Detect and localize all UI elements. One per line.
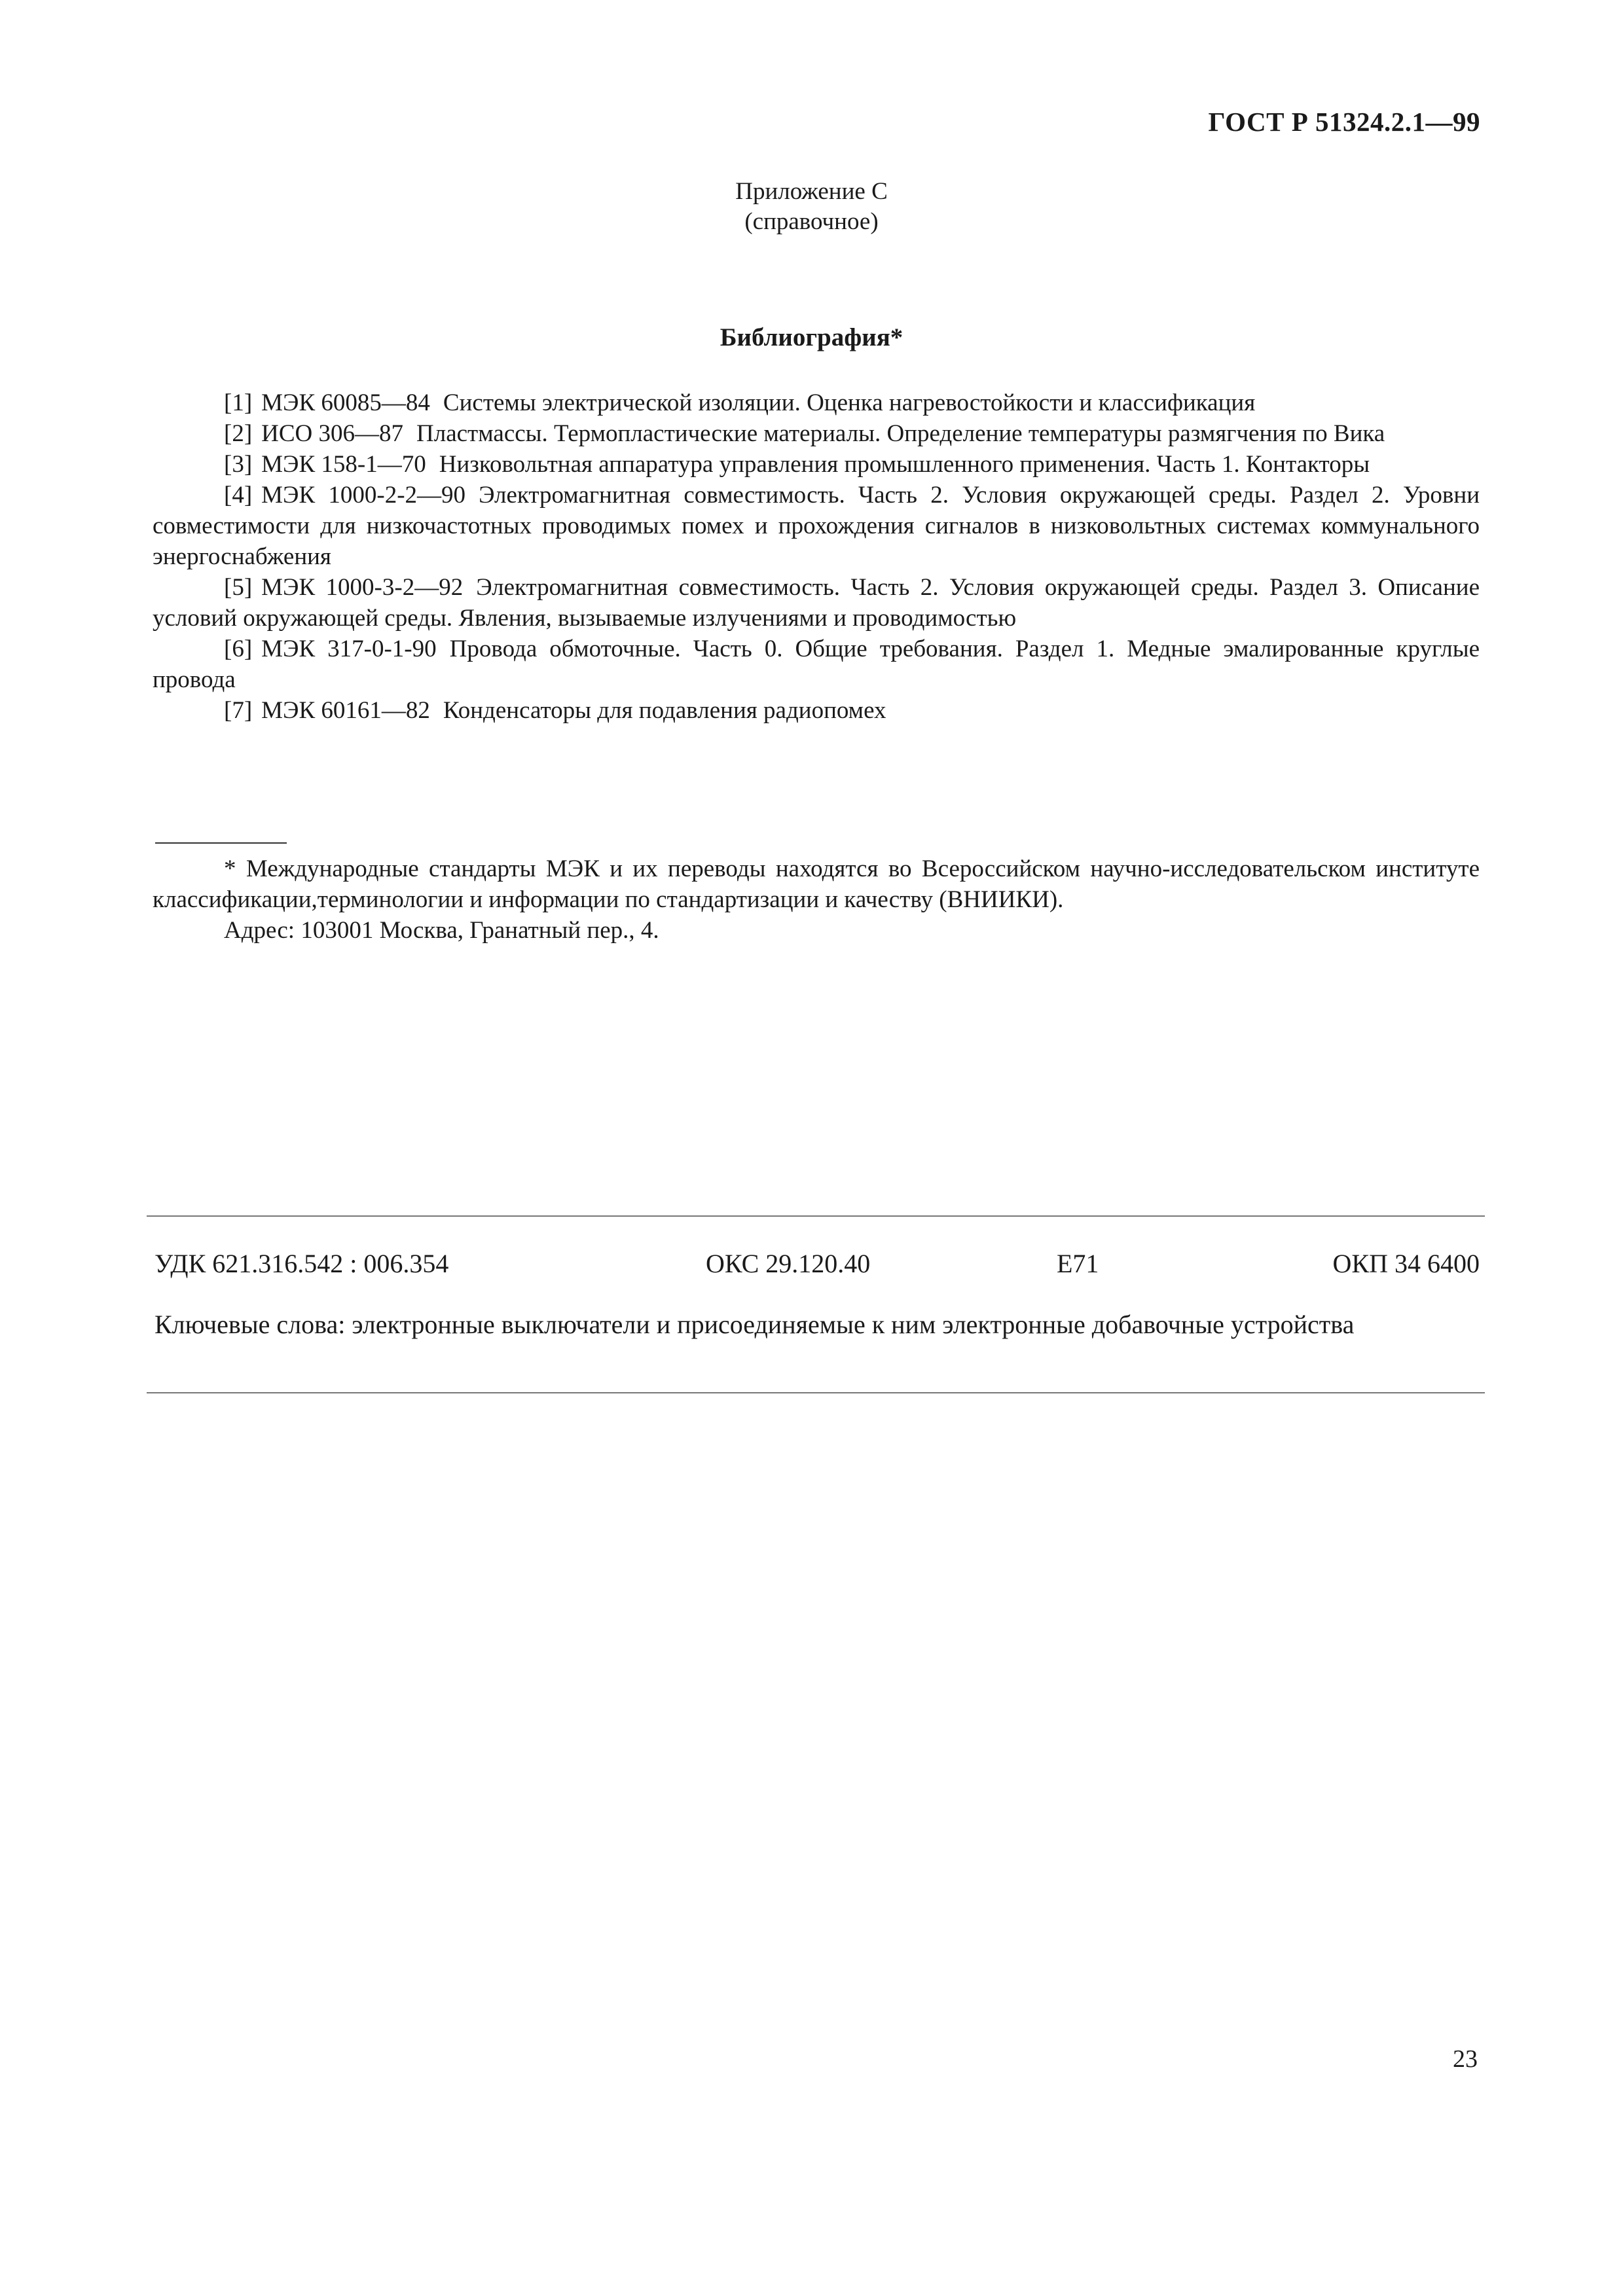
ref-number: [7]	[224, 697, 253, 724]
ref-code: МЭК 1000-2-2—90	[261, 482, 466, 509]
classification-top-rule	[147, 1215, 1485, 1217]
footnote-address: Адрес: 103001 Москва, Гранатный пер., 4.	[224, 917, 659, 944]
bibliography-list	[153, 387, 1480, 726]
ref-number: [5]	[224, 574, 253, 601]
ref-code: МЭК 60085—84	[261, 389, 430, 416]
ref-code: МЭК 1000-3-2—92	[261, 574, 464, 601]
standard-code: ГОСТ Р 51324.2.1—99	[1208, 107, 1480, 137]
ref-text: Пластмассы. Термопластические материалы. Определение температуры размягчения по Вика	[416, 420, 1385, 447]
ref-text: Провода обмоточные. Часть 0. Общие требования. Раздел 1. Медные эмалированные круглые провода	[153, 636, 1480, 693]
appendix-title: Приложение С	[735, 178, 888, 205]
ref-code: ИСО 306—87	[261, 420, 404, 447]
footnote	[153, 853, 1480, 946]
bibliography-item	[153, 572, 1480, 634]
bibliography-item	[153, 418, 1480, 449]
ref-number: [6]	[224, 636, 253, 662]
bibliography-item	[153, 695, 1480, 726]
footnote-text: * Международные стандарты МЭК и их переводы находятся во Всероссийском научно-исследовательском институте классификации,терминологии и информации по стандартизации и качеству (ВНИИКИ).	[153, 855, 1480, 913]
keywords: Ключевые слова: электронные выключатели и присоединяемые к ним электронные добавочные устройства	[155, 1310, 1355, 1339]
oks-code: ОКС 29.120.40	[706, 1249, 871, 1278]
ref-code: МЭК 60161—82	[261, 697, 430, 724]
ref-text: Низковольтная аппаратура управления промышленного применения. Часть 1. Контакторы	[439, 451, 1370, 478]
bibliography-item	[153, 634, 1480, 695]
bibliography-item	[153, 449, 1480, 480]
ref-text: Электромагнитная совместимость. Часть 2. Условия окружающей среды. Раздел 2. Уровни совместимости для низкочастотных проводимых помех и прохождения сигналов в низковольтных системах коммунального энергоснабжения	[153, 482, 1480, 570]
ref-number: [4]	[224, 482, 253, 509]
ref-code: МЭК 158-1—70	[261, 451, 426, 478]
footnote-separator	[155, 842, 287, 844]
udk-code: УДК 621.316.542 : 006.354	[155, 1249, 449, 1278]
classification-bottom-rule	[147, 1392, 1485, 1393]
bibliography-title: Библиография*	[720, 323, 903, 351]
ref-number: [2]	[224, 420, 253, 447]
appendix-type: (справочное)	[744, 208, 879, 235]
classification-row	[155, 1248, 1480, 1281]
ref-text: Системы электрической изоляции. Оценка нагревостойкости и классификация	[443, 389, 1256, 416]
appendix-heading	[0, 177, 1623, 237]
ref-number: [1]	[224, 389, 253, 416]
okp-code: ОКП 34 6400	[1332, 1249, 1480, 1278]
bibliography-item	[153, 480, 1480, 572]
ref-text: Конденсаторы для подавления радиопомех	[443, 697, 886, 724]
group-code: Е71	[1057, 1249, 1099, 1278]
ref-number: [3]	[224, 451, 253, 478]
page-number: 23	[1453, 2045, 1478, 2073]
bibliography-item	[153, 387, 1480, 418]
ref-code: МЭК 317-0-1-90	[261, 636, 437, 662]
ref-text: Электромагнитная совместимость. Часть 2. Условия окружающей среды. Раздел 3. Описание условий окружающей среды. Явления, вызываемые излучениями и проводимостью	[153, 574, 1480, 632]
